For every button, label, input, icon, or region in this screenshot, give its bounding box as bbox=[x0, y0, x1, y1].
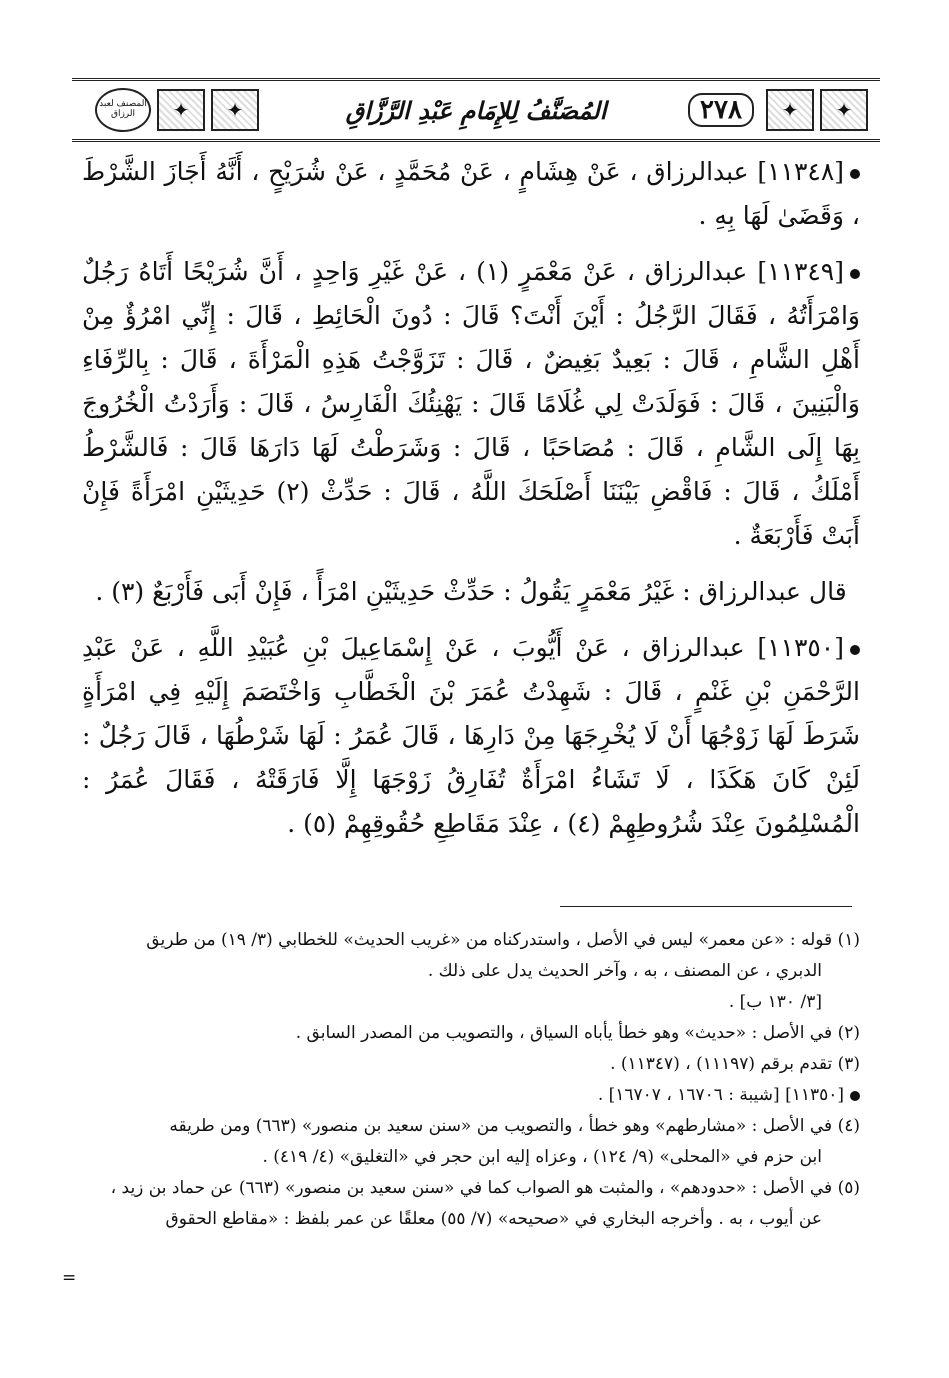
footnote-line: (٣) تقدم برقم (١١١٩٧) ، (١١٣٤٧) . bbox=[610, 1054, 860, 1074]
main-text bbox=[82, 150, 860, 858]
footnote-line: [٣/ ١٣٠ ب] . bbox=[728, 992, 822, 1012]
abdurrazzaq-note bbox=[82, 570, 860, 614]
header-left-ornament bbox=[72, 86, 282, 134]
footnote-line: (٤) في الأصل : «مشارطهم» وهو خطأ ، والتصويب من «سنن سعيد بن منصور» (٦٦٣) ومن طريقه bbox=[169, 1116, 860, 1136]
footnote-line: (٢) في الأصل : «حديث» وهو خطأ يأباه السياق ، والتصويب من المصدر السابق . bbox=[295, 1023, 860, 1043]
bullet-icon bbox=[850, 269, 860, 279]
footnote-separator bbox=[560, 906, 852, 907]
footnote-line: الدبري ، عن المصنف ، به ، وآخر الحديث يدل على ذلك . bbox=[427, 961, 822, 981]
footnotes bbox=[82, 925, 860, 1235]
hadith-text: عبدالرزاق ، عَنْ هِشَامٍ ، عَنْ مُحَمَّدٍ ، عَنْ شُرَيْحٍ ، أَنَّهُ أَجَازَ الشَّرْطَ ، وَقَضَىٰ لَهَا بِهِ . bbox=[82, 157, 860, 230]
bullet-icon bbox=[850, 645, 860, 655]
bullet-icon bbox=[850, 1091, 860, 1101]
hadith-number: [١١٣٤٩] bbox=[757, 257, 844, 286]
ornament-icon: ✦ bbox=[157, 89, 205, 131]
hadith-text: قال عبدالرزاق : غَيْرُ مَعْمَرٍ يَقُولُ : حَدِّثْ حَدِيثَيْنِ امْرَأً ، فَإِنْ أَبَى فَأَرْبَعٌ (٣) . bbox=[95, 577, 847, 606]
ornament-icon: ✦ bbox=[820, 89, 868, 131]
page-header bbox=[72, 78, 880, 142]
footnote-line: عن أيوب ، به . وأخرجه البخاري في «صحيحه» (٧/ ٥٥) معلقًا عن عمر بلفظ : «مقاطع الحقوق bbox=[165, 1209, 822, 1229]
footnote-line: (١) قوله : «عن معمر» ليس في الأصل ، واستدركناه من «غريب الحديث» للخطابي (٣/ ١٩) من طريق bbox=[146, 930, 860, 950]
hadith-number: [١١٣٤٨] bbox=[757, 157, 845, 186]
hadith-11349 bbox=[82, 250, 860, 558]
footnote-line: ابن حزم في «المحلى» (٩/ ١٢٤) ، وعزاه إليه ابن حجر في «التغليق» (٤/ ٤١٩) . bbox=[262, 1147, 822, 1167]
ornament-icon: ✦ bbox=[211, 89, 259, 131]
ornament-icon: ✦ bbox=[766, 89, 814, 131]
header-title: المُصَنَّفُ لِلإِمَامِ عَبْدِ الرَّزَّاقِ bbox=[345, 95, 607, 125]
hadith-text: عبدالرزاق ، عَنْ أَيُّوبَ ، عَنْ إِسْمَاعِيلَ بْنِ عُبَيْدِ اللَّهِ ، عَنْ عَبْدِ الرَّحْمَنِ بْنِ غَنْمٍ ، قَالَ : شَهِدْتُ عُمَرَ بْنَ الْخَطَّابِ وَاخْتَصَمَ إِلَيْهِ فِي امْرَأَةٍ شَرَطَ لَهَا زَوْجُهَا أَنْ لَا يُخْرِجَهَا مِنْ دَارِهَا ، قَالَ عُمَرُ : لَهَا شَرْطُهَا ، قَالَ رَجُلٌ : لَئِنْ كَانَ هَكَذَا ، لَا تَشَاءُ امْرَأَةٌ تُفَارِقُ زَوْجَهَا إِلَّا فَارَقَتْهُ ، فَقَالَ عُمَرُ : الْمُسْلِمُونَ عِنْدَ شُرُوطِهِمْ (٤) ، عِنْدَ مَقَاطِعِ حُقُوقِهِمْ (٥) . bbox=[82, 633, 861, 838]
bullet-icon bbox=[850, 169, 860, 179]
hadith-number: [١١٣٥٠] bbox=[757, 633, 844, 662]
footnote-line: (٥) في الأصل : «حدودهم» ، والمثبت هو الصواب كما في «سنن سعيد بن منصور» (٦٦٣) عن حماد بن زيد ، bbox=[110, 1178, 860, 1198]
hadith-text: عبدالرزاق ، عَنْ مَعْمَرٍ (١) ، عَنْ غَيْرِ وَاحِدٍ ، أَنَّ شُرَيْحًا أَتَاهُ رَجُلٌ وَامْرَأَتُهُ ، فَقَالَ الرَّجُلُ : أَيْنَ أَنْتَ؟ قَالَ : دُونَ الْحَائِطِ ، قَالَ : إِنِّي امْرُؤٌ مِنْ أَهْلِ الشَّامِ ، قَالَ : بَعِيدٌ بَغِيضٌ ، قَالَ : تَزَوَّجْتُ هَذِهِ الْمَرْأَةَ ، قَالَ : بِالرِّفَاءِ وَالْبَنِينَ ، قَالَ : فَوَلَدَتْ لِي غُلَامًا قَالَ : يَهْنِئُكَ الْفَارِسُ ، قَالَ : وَأَرَدْتُ الْخُرُوجَ بِهَا إِلَى الشَّامِ ، قَالَ : مُصَاحَبًا ، قَالَ : وَشَرَطْتُ لَهَا دَارَهَا قَالَ : فَالشَّرْطُ أَمْلَكُ ، قَالَ : فَاقْضِ بَيْنَنَا أَصْلَحَكَ اللَّهُ ، قَالَ : حَدِّثْ (٢) حَدِيثَيْنِ امْرَأَةً فَإِنْ أَبَتْ فَأَرْبَعَةٌ . bbox=[82, 257, 861, 550]
continuation-marker: = bbox=[62, 1268, 77, 1288]
header-right-ornament bbox=[670, 86, 880, 134]
book-logo-text: المصنف لعبد الرزاق bbox=[99, 99, 147, 119]
hadith-11350 bbox=[82, 626, 860, 846]
page-number: ٢٧٨ bbox=[688, 93, 754, 127]
footnote-line bbox=[82, 1080, 860, 1111]
hadith-11348 bbox=[82, 150, 860, 238]
book-logo bbox=[95, 88, 151, 132]
footnote-text: [١١٣٥٠] [شيبة : ١٦٧٠٦ ، ١٦٧٠٧] . bbox=[597, 1085, 844, 1105]
